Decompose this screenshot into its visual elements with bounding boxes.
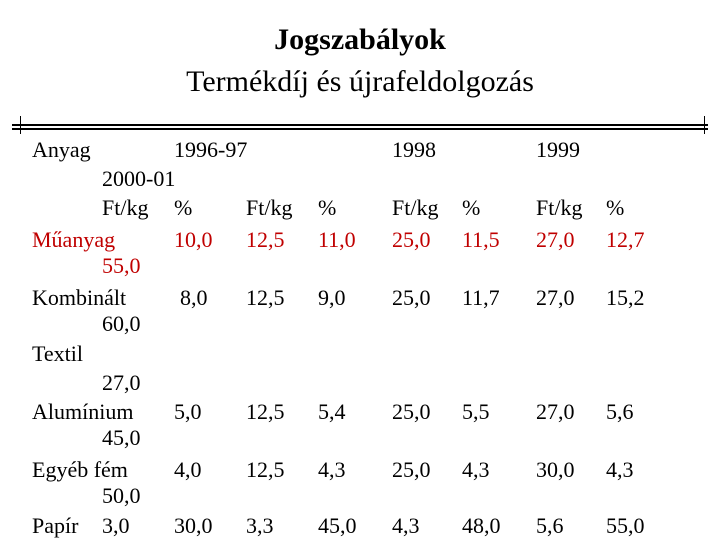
table-cell: 8,0 (180, 285, 208, 310)
table-cell: 50,0 (102, 483, 141, 508)
header-period: 1999 (536, 137, 580, 162)
table-cell: 4,3 (318, 457, 346, 482)
row-label: Kombinált (32, 285, 127, 310)
row-label: Egyéb fém (32, 457, 128, 482)
table-cell: 60,0 (102, 311, 141, 336)
table-cell: 25,0 (392, 457, 431, 482)
header-unit: % (318, 195, 337, 220)
header-unit: % (606, 195, 625, 220)
table-cell: 4,3 (462, 457, 490, 482)
table-cell: 12,5 (246, 227, 285, 252)
table-cell: 5,0 (174, 399, 202, 424)
table-cell: 25,0 (392, 399, 431, 424)
table-cell: 11,5 (462, 227, 500, 252)
table-cell: 12,5 (246, 399, 285, 424)
header-unit: Ft/kg (102, 195, 149, 220)
table-cell: 12,5 (246, 457, 285, 482)
table-cell: 27,0 (536, 399, 575, 424)
table-cell: 55,0 (606, 513, 645, 538)
table-cell: 4,3 (606, 457, 634, 482)
table-cell: 30,0 (536, 457, 575, 482)
table-cell: 25,0 (392, 285, 431, 310)
table-cell: 25,0 (392, 227, 431, 252)
page-subtitle: Termékdíj és újrafeldolgozás (186, 65, 534, 98)
page-title: Jogszabályok (274, 23, 446, 56)
table-cell: 27,0 (536, 227, 575, 252)
row-label: Műanyag (32, 227, 116, 252)
table-cell: 4,0 (174, 457, 202, 482)
table-cell: 9,0 (318, 285, 346, 310)
row-label: Textil (32, 341, 84, 366)
table-cell: 11,0 (318, 227, 356, 252)
table-cell: 30,0 (174, 513, 213, 538)
table-cell: 12,5 (246, 285, 285, 310)
table-cell: 27,0 (102, 370, 141, 395)
header-unit: % (174, 195, 193, 220)
table-cell: 11,7 (462, 285, 500, 310)
table-cell: 10,0 (174, 227, 213, 252)
divider-tick-left (20, 116, 21, 134)
row-label: Papír (32, 513, 79, 538)
table-cell: 45,0 (102, 425, 141, 450)
table-cell: 5,4 (318, 399, 346, 424)
table-cell: 55,0 (102, 253, 141, 278)
header-period: 2000-01 (102, 166, 176, 191)
table-cell: 15,2 (606, 285, 645, 310)
divider-tick-right (704, 116, 705, 134)
header-unit: Ft/kg (246, 195, 293, 220)
table-cell: 3,3 (246, 513, 274, 538)
table-cell: 3,0 (102, 513, 130, 538)
header-unit: Ft/kg (536, 195, 583, 220)
table-cell: 5,6 (536, 513, 564, 538)
divider-top (12, 124, 708, 126)
table-cell: 5,5 (462, 399, 490, 424)
table-cell: 45,0 (318, 513, 357, 538)
row-label: Alumínium (32, 399, 134, 424)
header-unit: % (462, 195, 481, 220)
header-unit: Ft/kg (392, 195, 439, 220)
header-period: 1996-97 (174, 137, 248, 162)
table-cell: 5,6 (606, 399, 634, 424)
table-cell: 27,0 (536, 285, 575, 310)
divider-bottom (12, 128, 708, 130)
header-material: Anyag (32, 137, 91, 162)
header-period: 1998 (392, 137, 436, 162)
table-cell: 12,7 (606, 227, 645, 252)
table-cell: 4,3 (392, 513, 420, 538)
table-cell: 48,0 (462, 513, 501, 538)
